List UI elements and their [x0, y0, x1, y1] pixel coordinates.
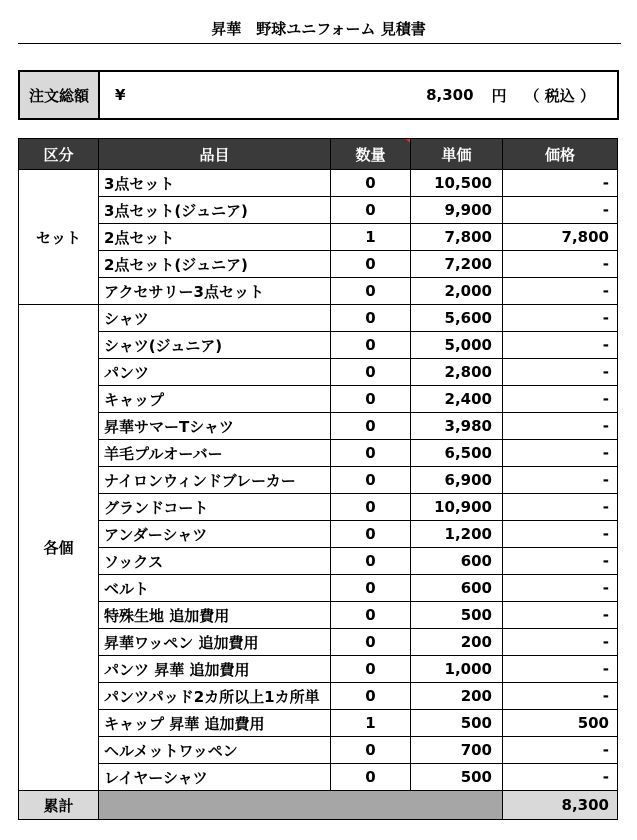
qty-cell: 0: [331, 197, 411, 224]
header-qty-label: 数量: [355, 145, 386, 164]
price-cell: -: [503, 656, 618, 683]
price-cell: -: [503, 683, 618, 710]
unit-price-cell: 2,000: [411, 278, 503, 305]
table-row: [19, 305, 618, 332]
table-row: [19, 710, 618, 737]
table-row: [19, 521, 618, 548]
price-cell: 7,800: [503, 224, 618, 251]
total-row: [19, 791, 618, 820]
unit-price-cell: 6,500: [411, 440, 503, 467]
header-price: 価格: [503, 139, 618, 170]
unit-price-cell: 3,980: [411, 413, 503, 440]
qty-cell: 0: [331, 764, 411, 791]
price-cell: -: [503, 170, 618, 197]
price-cell: -: [503, 332, 618, 359]
item-cell: パンツ: [99, 359, 331, 386]
unit-price-cell: 700: [411, 737, 503, 764]
price-cell: -: [503, 440, 618, 467]
order-total-box: [18, 70, 619, 120]
unit-price-cell: 5,000: [411, 332, 503, 359]
item-cell: グランドコート: [99, 494, 331, 521]
table-row: [19, 251, 618, 278]
order-total-unit: 円: [491, 86, 507, 105]
qty-cell: 0: [331, 305, 411, 332]
price-cell: -: [503, 764, 618, 791]
price-cell: -: [503, 305, 618, 332]
header-qty: [331, 139, 411, 170]
qty-cell: 0: [331, 737, 411, 764]
order-total-amount-group: [426, 72, 595, 118]
price-cell: -: [503, 413, 618, 440]
title-underline: [18, 43, 621, 44]
qty-cell: 0: [331, 278, 411, 305]
qty-cell: 0: [331, 521, 411, 548]
unit-price-cell: 2,800: [411, 359, 503, 386]
table-row: [19, 656, 618, 683]
table-row: [19, 764, 618, 791]
item-cell: ヘルメットワッペン: [99, 737, 331, 764]
unit-price-cell: 500: [411, 710, 503, 737]
item-cell: 3点セット: [99, 170, 331, 197]
price-cell: -: [503, 467, 618, 494]
qty-cell: 0: [331, 386, 411, 413]
item-cell: ベルト: [99, 575, 331, 602]
item-cell: シャツ: [99, 305, 331, 332]
item-cell: キャップ: [99, 386, 331, 413]
qty-cell: 0: [331, 548, 411, 575]
price-cell: -: [503, 548, 618, 575]
header-unit-price: 単価: [411, 139, 503, 170]
qty-cell: 0: [331, 413, 411, 440]
qty-cell: 0: [331, 494, 411, 521]
qty-cell: 0: [331, 440, 411, 467]
price-cell: -: [503, 386, 618, 413]
order-total-label: 注文総額: [20, 72, 100, 118]
currency-symbol: ¥: [115, 86, 126, 104]
qty-cell: 0: [331, 575, 411, 602]
table-row: [19, 629, 618, 656]
table-row: [19, 683, 618, 710]
item-cell: ソックス: [99, 548, 331, 575]
qty-cell: 1: [331, 224, 411, 251]
unit-price-cell: 6,900: [411, 467, 503, 494]
table-row: [19, 548, 618, 575]
item-cell: アンダーシャツ: [99, 521, 331, 548]
price-cell: -: [503, 494, 618, 521]
price-cell: 500: [503, 710, 618, 737]
unit-price-cell: 600: [411, 548, 503, 575]
total-value: 8,300: [503, 791, 618, 820]
price-cell: -: [503, 575, 618, 602]
order-total-amount: 8,300: [426, 86, 474, 104]
unit-price-cell: 7,200: [411, 251, 503, 278]
qty-cell: 0: [331, 467, 411, 494]
total-label: 累計: [19, 791, 99, 820]
tax-note: （ 税込 ）: [524, 86, 595, 105]
unit-price-cell: 1,000: [411, 656, 503, 683]
unit-price-cell: 200: [411, 683, 503, 710]
unit-price-cell: 500: [411, 602, 503, 629]
unit-price-cell: 10,900: [411, 494, 503, 521]
unit-price-cell: 5,600: [411, 305, 503, 332]
item-cell: 2点セット: [99, 224, 331, 251]
item-cell: 2点セット(ジュニア): [99, 251, 331, 278]
unit-price-cell: 7,800: [411, 224, 503, 251]
unit-price-cell: 10,500: [411, 170, 503, 197]
table-row: [19, 413, 618, 440]
item-cell: キャップ 昇華 追加費用: [99, 710, 331, 737]
unit-price-cell: 600: [411, 575, 503, 602]
table-row: [19, 332, 618, 359]
item-cell: パンツ 昇華 追加費用: [99, 656, 331, 683]
table-row: [19, 197, 618, 224]
price-cell: -: [503, 629, 618, 656]
document-title: 昇華 野球ユニフォーム 見積書: [211, 20, 426, 38]
qty-cell: 0: [331, 332, 411, 359]
header-item: 品目: [99, 139, 331, 170]
unit-price-cell: 9,900: [411, 197, 503, 224]
qty-cell: 0: [331, 602, 411, 629]
price-cell: -: [503, 602, 618, 629]
unit-price-cell: 200: [411, 629, 503, 656]
table-row: [19, 602, 618, 629]
estimate-table: [18, 138, 618, 820]
item-cell: 3点セット(ジュニア): [99, 197, 331, 224]
table-row: [19, 224, 618, 251]
price-cell: -: [503, 251, 618, 278]
header-category: 区分: [19, 139, 99, 170]
qty-cell: 0: [331, 251, 411, 278]
category-cell: 各個: [19, 305, 99, 791]
table-row: [19, 575, 618, 602]
table-row: [19, 359, 618, 386]
qty-cell: 0: [331, 170, 411, 197]
table-row: [19, 386, 618, 413]
table-header-row: [19, 139, 618, 170]
item-cell: 昇華サマーTシャツ: [99, 413, 331, 440]
table-row: [19, 170, 618, 197]
item-cell: アクセサリー3点セット: [99, 278, 331, 305]
unit-price-cell: 500: [411, 764, 503, 791]
table-row: [19, 440, 618, 467]
category-cell: セット: [19, 170, 99, 305]
table-row: [19, 278, 618, 305]
total-spacer: [99, 791, 503, 820]
price-cell: -: [503, 278, 618, 305]
item-cell: レイヤーシャツ: [99, 764, 331, 791]
price-cell: -: [503, 359, 618, 386]
qty-cell: 1: [331, 710, 411, 737]
item-cell: 羊毛プルオーバー: [99, 440, 331, 467]
qty-cell: 0: [331, 656, 411, 683]
price-cell: -: [503, 521, 618, 548]
item-cell: 昇華ワッペン 追加費用: [99, 629, 331, 656]
table-row: [19, 494, 618, 521]
price-cell: -: [503, 197, 618, 224]
item-cell: 特殊生地 追加費用: [99, 602, 331, 629]
qty-cell: 0: [331, 629, 411, 656]
qty-cell: 0: [331, 359, 411, 386]
table-row: [19, 737, 618, 764]
unit-price-cell: 1,200: [411, 521, 503, 548]
table-row: [19, 467, 618, 494]
qty-cell: 0: [331, 683, 411, 710]
unit-price-cell: 2,400: [411, 386, 503, 413]
price-cell: -: [503, 737, 618, 764]
item-cell: シャツ(ジュニア): [99, 332, 331, 359]
item-cell: パンツパッド2カ所以上1カ所単: [99, 683, 331, 710]
item-cell: ナイロンウィンドブレーカー: [99, 467, 331, 494]
